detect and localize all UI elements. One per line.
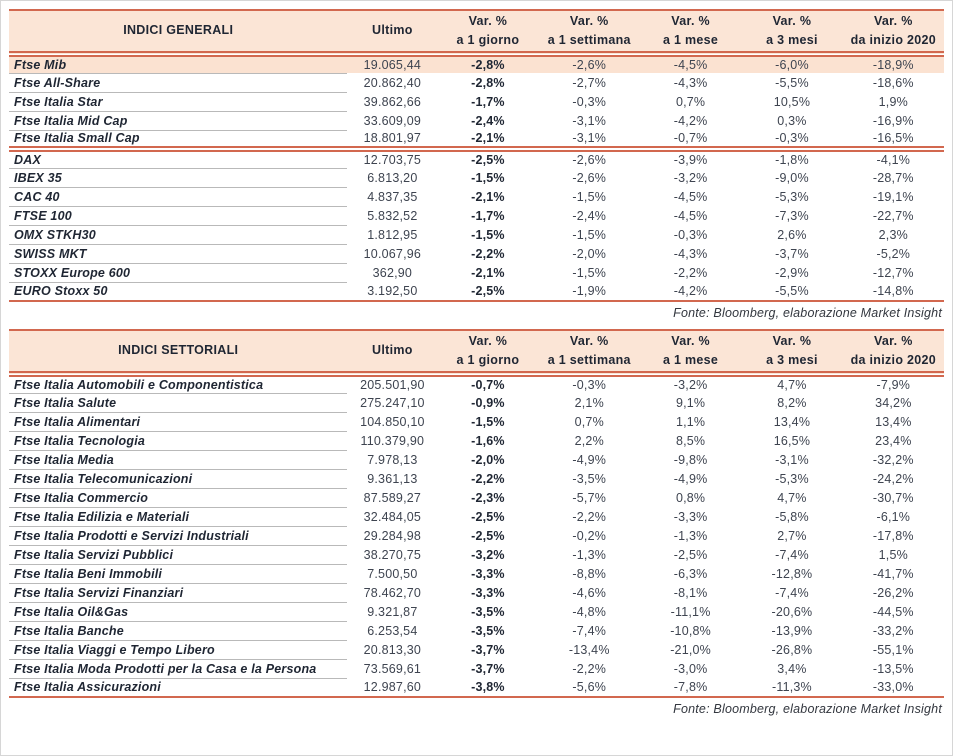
var-cell: -1,6%	[471, 433, 505, 448]
var-cell: 9,1%	[675, 395, 706, 410]
var-cell: -2,4%	[471, 113, 505, 128]
table-row	[9, 678, 944, 697]
var-cell: -17,8%	[872, 528, 914, 543]
table-row	[9, 92, 944, 111]
var-cell: -6,3%	[673, 566, 708, 581]
index-name-cell: Ftse Italia Viaggi e Tempo Libero	[9, 640, 347, 659]
var-cell: 2,2%	[574, 433, 604, 448]
indici-generali-table	[9, 9, 944, 302]
var-cell: 8,2%	[777, 395, 807, 410]
var-cell: -21,0%	[670, 642, 711, 657]
ultimo-cell: 6.813,20	[367, 170, 418, 185]
var-cell: -2,8%	[471, 75, 505, 90]
var-cell: -26,2%	[872, 585, 914, 600]
index-name-cell: Ftse Italia Moda Prodotti per la Casa e la Persona	[9, 659, 347, 678]
var-cell: -13,5%	[872, 661, 914, 676]
column-header-ultimo: Ultimo	[347, 10, 437, 54]
var-cell: -2,1%	[471, 131, 505, 145]
table-row	[9, 602, 944, 621]
var-cell: -3,5%	[471, 604, 505, 619]
indici-generali-section	[9, 9, 944, 320]
var-cell: -1,8%	[741, 149, 842, 168]
var-cell: -3,1%	[775, 452, 809, 467]
var-cell: 0,3%	[777, 113, 807, 128]
table-row	[9, 583, 944, 602]
var-cell: -4,2%	[640, 282, 741, 301]
ultimo-cell: 18.801,97	[363, 131, 422, 145]
var-cell: -5,3%	[775, 189, 809, 204]
var-cell: -7,4%	[775, 585, 809, 600]
var-cell: -55,1%	[872, 642, 914, 657]
ultimo-cell: 7.978,13	[367, 452, 418, 467]
index-name-cell: Ftse Italia Star	[9, 92, 347, 111]
ultimo-cell: 1.812,95	[367, 227, 418, 242]
var-cell: -2,2%	[471, 471, 505, 486]
column-header-var: Var. % a 3 mesi	[741, 330, 842, 374]
var-cell: -3,5%	[572, 471, 607, 486]
var-cell: -0,9%	[471, 395, 505, 410]
var-cell: 2,1%	[574, 395, 604, 410]
var-cell: -0,2%	[572, 528, 607, 543]
var-cell: -0,3%	[673, 227, 708, 242]
var-cell: 1,5%	[878, 547, 908, 562]
var-cell: -2,0%	[471, 452, 505, 467]
var-cell: -8,8%	[572, 566, 607, 581]
table-row	[9, 374, 944, 393]
var-cell: 2,7%	[777, 528, 807, 543]
var-cell: -0,3%	[775, 131, 809, 145]
table-row	[9, 431, 944, 450]
var-cell: -33,2%	[872, 623, 914, 638]
ultimo-cell: 110.379,90	[360, 433, 425, 448]
index-name-cell: EURO Stoxx 50	[9, 282, 347, 301]
ultimo-cell: 362,90	[372, 265, 413, 280]
column-header-var: Var. % da inizio 2020	[843, 10, 944, 54]
indici-settoriali-table	[9, 329, 944, 698]
ultimo-cell: 87.589,27	[363, 490, 422, 505]
var-cell: 2,6%	[777, 227, 807, 242]
var-cell: -4,2%	[673, 113, 708, 128]
var-cell: 8,5%	[675, 433, 706, 448]
var-cell: -2,2%	[572, 661, 607, 676]
table-row	[9, 469, 944, 488]
var-cell: 0,7%	[574, 414, 604, 429]
var-cell: -3,0%	[673, 661, 708, 676]
column-header-var: Var. % a 1 settimana	[539, 330, 640, 374]
var-cell: -32,2%	[872, 452, 914, 467]
var-cell: -6,1%	[876, 509, 911, 524]
ultimo-cell: 9.321,87	[367, 604, 418, 619]
var-cell: -33,0%	[843, 678, 944, 697]
column-header-var: Var. % a 1 mese	[640, 10, 741, 54]
source-note: Fonte: Bloomberg, elaborazione Market Insight	[673, 306, 942, 320]
table-row	[9, 263, 944, 282]
table-row	[9, 393, 944, 412]
table-title-cell: INDICI SETTORIALI	[9, 330, 347, 374]
var-cell: -20,6%	[771, 604, 813, 619]
column-header-ultimo: Ultimo	[347, 330, 437, 374]
var-cell: -28,7%	[872, 170, 914, 185]
ultimo-cell: 78.462,70	[363, 585, 422, 600]
var-cell: -24,2%	[872, 471, 914, 486]
var-cell: -5,5%	[775, 75, 809, 90]
index-name-cell: Ftse Italia Banche	[9, 621, 347, 640]
var-cell: 1,1%	[675, 414, 706, 429]
var-cell: -2,1%	[471, 265, 505, 280]
index-name-cell: Ftse Italia Small Cap	[9, 130, 347, 149]
var-cell: -3,2%	[673, 378, 708, 392]
table-row	[9, 488, 944, 507]
ultimo-cell: 12.987,60	[347, 678, 437, 697]
column-header-var: Var. % da inizio 2020	[843, 330, 944, 374]
var-cell: -5,8%	[775, 509, 809, 524]
var-cell: -16,5%	[872, 131, 914, 145]
index-name-cell: Ftse Italia Servizi Pubblici	[9, 545, 347, 564]
ultimo-cell: 19.065,44	[347, 54, 437, 73]
var-cell: -10,8%	[670, 623, 711, 638]
var-cell: -2,2%	[673, 265, 708, 280]
ultimo-cell: 7.500,50	[367, 566, 418, 581]
index-name-cell: Ftse Italia Alimentari	[9, 412, 347, 431]
column-header-var: Var. % a 1 mese	[640, 330, 741, 374]
column-header-var: Var. % a 1 giorno	[437, 10, 538, 54]
index-name-cell: OMX STKH30	[9, 225, 347, 244]
var-cell: 10,5%	[773, 94, 811, 109]
var-cell: -1,5%	[471, 414, 505, 429]
var-cell: 0,7%	[675, 94, 706, 109]
var-cell: -13,9%	[771, 623, 813, 638]
var-cell: -2,6%	[539, 149, 640, 168]
ultimo-cell: 205.501,90	[360, 378, 425, 392]
table-title-cell: INDICI GENERALI	[9, 10, 347, 54]
var-cell: -14,8%	[843, 282, 944, 301]
var-cell: -2,2%	[471, 246, 505, 261]
var-cell: 34,2%	[875, 395, 912, 410]
index-name-cell: Ftse Italia Commercio	[9, 488, 347, 507]
var-cell: -3,7%	[471, 642, 505, 657]
table-row	[9, 659, 944, 678]
var-cell: -2,2%	[572, 509, 607, 524]
var-cell: -2,8%	[437, 54, 538, 73]
var-cell: -30,7%	[872, 490, 914, 505]
table-row	[9, 206, 944, 225]
table-row	[9, 244, 944, 263]
table-row	[9, 564, 944, 583]
ultimo-cell: 29.284,98	[363, 528, 422, 543]
var-cell: -41,7%	[872, 566, 914, 581]
table-row	[9, 450, 944, 469]
var-cell: -3,1%	[572, 131, 607, 145]
table-row	[9, 526, 944, 545]
var-cell: -1,5%	[572, 265, 607, 280]
var-cell: -3,8%	[437, 678, 538, 697]
var-cell: 1,9%	[878, 94, 908, 109]
index-name-cell: FTSE 100	[9, 206, 347, 225]
index-name-cell: Ftse Italia Prodotti e Servizi Industriali	[9, 526, 347, 545]
var-cell: -3,1%	[572, 113, 607, 128]
var-cell: 23,4%	[875, 433, 912, 448]
table-row	[9, 168, 944, 187]
var-cell: -3,3%	[471, 585, 505, 600]
var-cell: -7,3%	[775, 208, 809, 223]
var-cell: -7,4%	[572, 623, 607, 638]
table-row	[9, 187, 944, 206]
header-row	[9, 10, 944, 54]
var-cell: 13,4%	[773, 414, 811, 429]
var-cell: -4,1%	[843, 149, 944, 168]
var-cell: -11,3%	[741, 678, 842, 697]
table-row	[9, 130, 944, 149]
index-name-cell: DAX	[9, 149, 347, 168]
ultimo-cell: 9.361,13	[367, 471, 418, 486]
var-cell: 3,4%	[777, 661, 807, 676]
column-header-var: Var. % a 3 mesi	[741, 10, 842, 54]
var-cell: -0,3%	[572, 378, 607, 392]
var-cell: -5,5%	[741, 282, 842, 301]
var-cell: -1,9%	[539, 282, 640, 301]
var-cell: -3,2%	[673, 170, 708, 185]
var-cell: -12,7%	[872, 265, 914, 280]
index-name-cell: Ftse Italia Oil&Gas	[9, 602, 347, 621]
index-name-cell: Ftse Italia Automobili e Componentistica	[9, 374, 347, 393]
var-cell: -2,4%	[572, 208, 607, 223]
table-row	[9, 54, 944, 73]
ultimo-cell: 104.850,10	[360, 414, 425, 429]
source-note: Fonte: Bloomberg, elaborazione Market Insight	[673, 702, 942, 716]
var-cell: -2,6%	[572, 170, 607, 185]
ultimo-cell: 3.192,50	[347, 282, 437, 301]
var-cell: -7,8%	[640, 678, 741, 697]
index-name-cell: Ftse Italia Salute	[9, 393, 347, 412]
ultimo-cell: 20.862,40	[363, 75, 422, 90]
var-cell: -9,0%	[775, 170, 809, 185]
var-cell: -4,5%	[673, 208, 708, 223]
var-cell: -11,1%	[670, 604, 711, 619]
var-cell: -19,1%	[872, 189, 914, 204]
index-name-cell: CAC 40	[9, 187, 347, 206]
var-cell: -13,4%	[568, 642, 610, 657]
ultimo-cell: 10.067,96	[363, 246, 422, 261]
var-cell: -2,0%	[572, 246, 607, 261]
var-cell: -4,3%	[673, 75, 708, 90]
var-cell: -6,0%	[741, 54, 842, 73]
column-header-var: Var. % a 1 settimana	[539, 10, 640, 54]
var-cell: -4,8%	[572, 604, 607, 619]
var-cell: -5,6%	[539, 678, 640, 697]
var-cell: -8,1%	[673, 585, 708, 600]
var-cell: -4,5%	[673, 189, 708, 204]
var-cell: -4,5%	[640, 54, 741, 73]
header-row	[9, 330, 944, 374]
var-cell: -2,1%	[471, 189, 505, 204]
var-cell: -2,6%	[539, 54, 640, 73]
index-name-cell: Ftse Italia Servizi Finanziari	[9, 583, 347, 602]
var-cell: -2,5%	[437, 282, 538, 301]
index-name-cell: SWISS MKT	[9, 244, 347, 263]
ultimo-cell: 275.247,10	[360, 395, 425, 410]
index-name-cell: Ftse Italia Tecnologia	[9, 431, 347, 450]
column-header-var: Var. % a 1 giorno	[437, 330, 538, 374]
var-cell: -1,5%	[572, 189, 607, 204]
var-cell: -0,7%	[471, 378, 505, 392]
ultimo-cell: 6.253,54	[367, 623, 418, 638]
var-cell: -3,9%	[640, 149, 741, 168]
var-cell: -3,2%	[471, 547, 505, 562]
var-cell: -1,5%	[572, 227, 607, 242]
index-name-cell: Ftse Italia Beni Immobili	[9, 564, 347, 583]
var-cell: -16,9%	[872, 113, 914, 128]
indici-settoriali-section	[9, 329, 944, 716]
table-row	[9, 111, 944, 130]
var-cell: -2,5%	[471, 509, 505, 524]
var-cell: -3,3%	[673, 509, 708, 524]
table-row	[9, 225, 944, 244]
table-row	[9, 149, 944, 168]
var-cell: -3,5%	[471, 623, 505, 638]
var-cell: -18,6%	[872, 75, 914, 90]
var-cell: -5,7%	[572, 490, 607, 505]
var-cell: -3,7%	[471, 661, 505, 676]
ultimo-cell: 4.837,35	[367, 189, 418, 204]
table-row	[9, 73, 944, 92]
index-name-cell: Ftse Italia Media	[9, 450, 347, 469]
var-cell: -2,9%	[775, 265, 809, 280]
var-cell: -22,7%	[872, 208, 914, 223]
var-cell: 4,7%	[777, 490, 807, 505]
var-cell: 13,4%	[875, 414, 912, 429]
index-name-cell: Ftse All-Share	[9, 73, 347, 92]
ultimo-cell: 33.609,09	[363, 113, 422, 128]
var-cell: -9,8%	[673, 452, 708, 467]
var-cell: -26,8%	[771, 642, 813, 657]
var-cell: -3,7%	[775, 246, 809, 261]
table-row	[9, 621, 944, 640]
var-cell: -2,5%	[437, 149, 538, 168]
var-cell: -1,5%	[471, 170, 505, 185]
var-cell: -7,9%	[876, 378, 911, 392]
index-name-cell: Ftse Mib	[9, 54, 347, 73]
var-cell: -4,3%	[673, 246, 708, 261]
ultimo-cell: 39.862,66	[363, 94, 422, 109]
var-cell: -4,6%	[572, 585, 607, 600]
var-cell: -0,7%	[673, 131, 708, 145]
ultimo-cell: 38.270,75	[363, 547, 422, 562]
var-cell: 0,8%	[675, 490, 706, 505]
var-cell: 16,5%	[773, 433, 811, 448]
index-name-cell: STOXX Europe 600	[9, 263, 347, 282]
var-cell: -1,7%	[471, 94, 505, 109]
var-cell: -4,9%	[572, 452, 607, 467]
index-name-cell: Ftse Italia Assicurazioni	[9, 678, 347, 697]
var-cell: -2,3%	[471, 490, 505, 505]
ultimo-cell: 73.569,61	[363, 661, 422, 676]
table-row	[9, 282, 944, 301]
table-row	[9, 412, 944, 431]
var-cell: 2,3%	[878, 227, 908, 242]
var-cell: -1,3%	[572, 547, 607, 562]
var-cell: -3,3%	[471, 566, 505, 581]
table-row	[9, 640, 944, 659]
var-cell: -4,9%	[673, 471, 708, 486]
index-name-cell: Ftse Italia Edilizia e Materiali	[9, 507, 347, 526]
var-cell: 4,7%	[777, 378, 807, 392]
var-cell: -2,5%	[471, 528, 505, 543]
table-row	[9, 507, 944, 526]
var-cell: -5,3%	[775, 471, 809, 486]
index-name-cell: IBEX 35	[9, 168, 347, 187]
var-cell: -7,4%	[775, 547, 809, 562]
var-cell: -12,8%	[771, 566, 813, 581]
index-name-cell: Ftse Italia Mid Cap	[9, 111, 347, 130]
table-row	[9, 545, 944, 564]
var-cell: -44,5%	[872, 604, 914, 619]
var-cell: -2,7%	[572, 75, 607, 90]
index-name-cell: Ftse Italia Telecomunicazioni	[9, 469, 347, 488]
var-cell: -1,7%	[471, 208, 505, 223]
var-cell: -0,3%	[572, 94, 607, 109]
ultimo-cell: 5.832,52	[367, 208, 418, 223]
var-cell: -18,9%	[843, 54, 944, 73]
ultimo-cell: 32.484,05	[363, 509, 422, 524]
var-cell: -1,5%	[471, 227, 505, 242]
var-cell: -5,2%	[876, 246, 911, 261]
ultimo-cell: 12.703,75	[347, 149, 437, 168]
var-cell: -1,3%	[673, 528, 708, 543]
ultimo-cell: 20.813,30	[363, 642, 422, 657]
var-cell: -2,5%	[673, 547, 708, 562]
